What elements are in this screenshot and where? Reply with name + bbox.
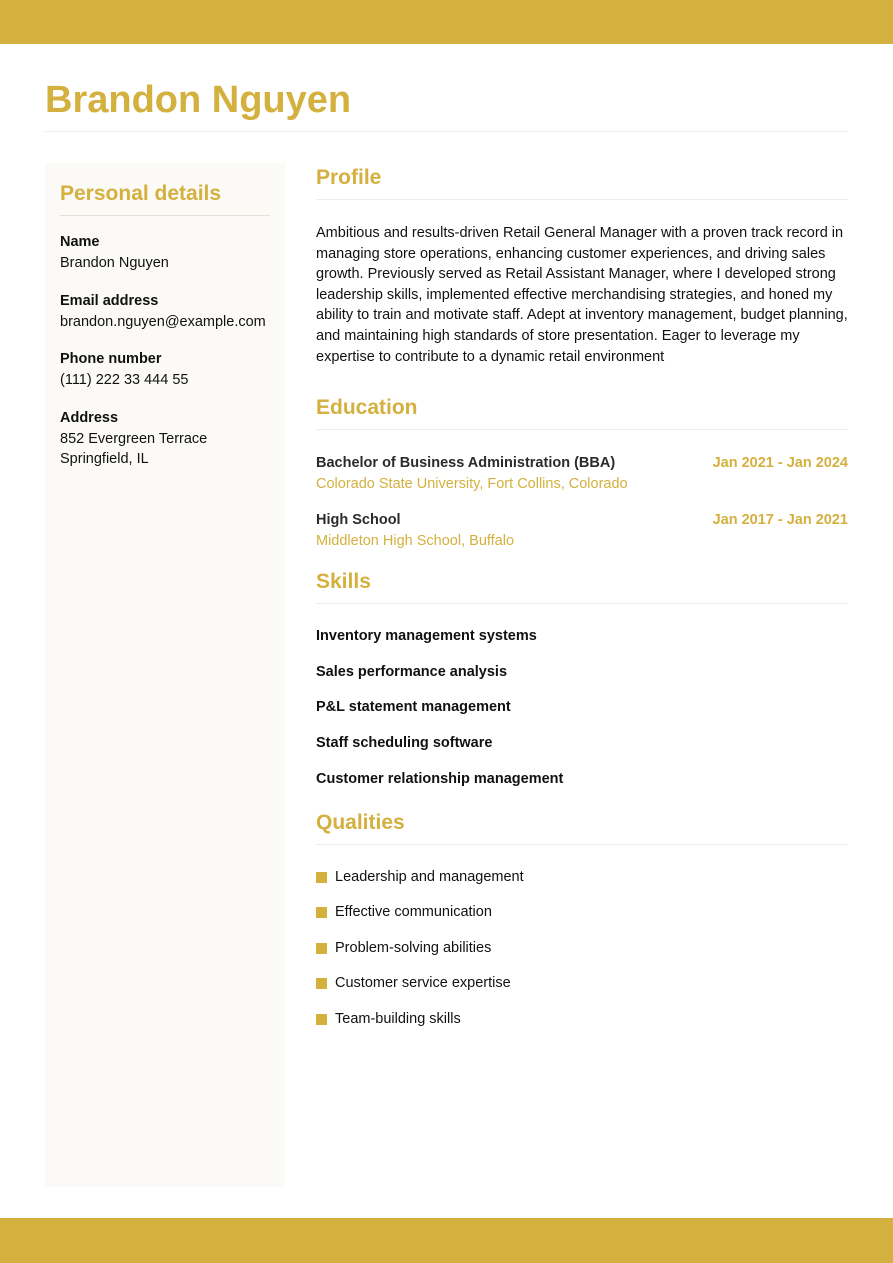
skill-item: Inventory management systems <box>316 628 537 645</box>
quality-label: Effective communication <box>335 904 492 921</box>
skills-section <box>316 567 848 789</box>
resume-name-title: Brandon Nguyen <box>45 79 352 121</box>
detail-label: Address <box>60 409 119 426</box>
education-heading: Education <box>316 393 848 430</box>
square-bullet-icon <box>316 978 327 989</box>
education-item <box>316 453 848 495</box>
qualities-list <box>316 867 848 1030</box>
detail-phone <box>60 349 270 391</box>
detail-name <box>60 232 270 274</box>
education-dates: Jan 2017 - Jan 2021 <box>712 512 848 529</box>
title-divider <box>45 131 848 132</box>
quality-label: Leadership and management <box>335 868 524 885</box>
education-dates: Jan 2021 - Jan 2024 <box>712 455 848 472</box>
main-column <box>316 163 848 1045</box>
address-line-2: Springfield, IL <box>60 451 149 467</box>
skills-list <box>316 626 848 789</box>
education-school: Colorado State University, Fort Collins, Colorado <box>316 476 628 493</box>
education-degree: Bachelor of Business Administration (BBA) <box>316 455 616 472</box>
personal-details-sidebar <box>45 163 285 1187</box>
quality-item <box>316 867 848 888</box>
email-value[interactable]: brandon.nguyen@example.com <box>60 313 266 330</box>
skill-item: Staff scheduling software <box>316 734 493 751</box>
bottom-accent-bar <box>0 1218 893 1263</box>
education-degree: High School <box>316 512 401 529</box>
quality-item <box>316 1009 848 1030</box>
education-item <box>316 510 848 552</box>
education-school: Middleton High School, Buffalo <box>316 533 515 550</box>
qualities-heading: Qualities <box>316 808 848 845</box>
quality-label: Customer service expertise <box>335 975 511 992</box>
quality-item <box>316 973 848 994</box>
education-section <box>316 393 848 552</box>
personal-details-heading: Personal details <box>60 181 270 216</box>
square-bullet-icon <box>316 907 327 918</box>
quality-item <box>316 902 848 923</box>
skill-item: P&L statement management <box>316 699 511 716</box>
skill-item: Sales performance analysis <box>316 663 508 680</box>
education-list <box>316 453 848 552</box>
square-bullet-icon <box>316 1014 327 1025</box>
detail-label: Phone number <box>60 351 162 367</box>
top-accent-bar <box>0 0 893 44</box>
detail-email <box>60 291 270 333</box>
square-bullet-icon <box>316 943 327 954</box>
quality-label: Problem-solving abilities <box>335 939 492 956</box>
detail-value: Brandon Nguyen <box>60 255 169 271</box>
quality-item <box>316 938 848 959</box>
profile-text: Ambitious and results-driven Retail General Manager with a proven track record in managing store operations, enhancing customer experiences, and driving sales growth. Previously served as Retail Assistant Manager, where I developed strong leadership skills, implemented effective merchandising strategies, and honed my ability to train and motivate staff. Adept at inventory management, budget planning, and maintaining high standards of store presentation. Eager to leverage my expertise to contribute to a dynamic retail environment <box>316 225 848 365</box>
quality-label: Team-building skills <box>335 1010 461 1027</box>
profile-section <box>316 163 848 367</box>
skills-heading: Skills <box>316 567 848 604</box>
skill-item: Customer relationship management <box>316 770 564 787</box>
detail-label: Email address <box>60 292 159 309</box>
phone-value: (111) 222 33 444 55 <box>60 372 189 388</box>
profile-heading: Profile <box>316 163 848 200</box>
square-bullet-icon <box>316 872 327 883</box>
qualities-section <box>316 808 848 1030</box>
detail-address <box>60 408 270 470</box>
detail-label: Name <box>60 234 100 250</box>
address-line-1: 852 Evergreen Terrace <box>60 430 208 447</box>
